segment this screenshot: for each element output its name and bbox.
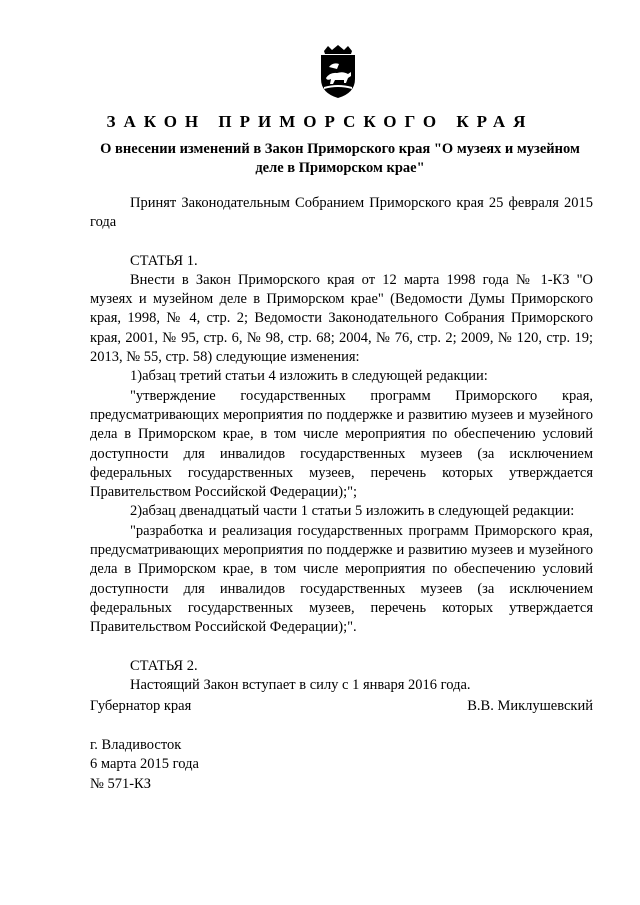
document-title: ЗАКОН ПРИМОРСКОГО КРАЯ (106, 112, 534, 131)
article-1-item-2-text: "разработка и реализация государственных программ Приморского края, предусматривающих мероприятия по поддержке и развитию музеев и музейного дела в Приморском крае, в том числе мероприятия по обеспечению условий доступности для инвалидов государственных музеев (за исключением федеральных государственных музеев, перечень которых утверждается Правительством Российской Федерации);". (90, 522, 593, 636)
subtitle-line-2: деле в Приморском крае" (255, 160, 425, 176)
subtitle-line-1: О внесении изменений в Закон Приморского края "О музеях и музейном (100, 141, 580, 157)
city: г. Владивосток (90, 737, 182, 753)
place-date-block (90, 736, 199, 794)
date: 6 марта 2015 года (90, 756, 199, 773)
article-2-text: Настоящий Закон вступает в силу с 1 января 2016 года. (130, 676, 471, 693)
document-subtitle (80, 140, 600, 178)
coat-of-arms-icon (315, 45, 361, 99)
document-body (90, 194, 593, 695)
article-1-intro: Внести в Закон Приморского края от 12 марта 1998 года № 1-КЗ "О музеях и музейном деле в Приморском крае" (Ведомости Думы Приморского края, 1998, № 4, стр. 2; Ведомости Законодательного Собрания Приморского края, 2001, № 95, стр. 6, № 98, стр. 68; 2004, № 76, стр. 2; 2009, № 120, стр. 19; 2013, № 55, стр. 58) следующие изменения: (90, 271, 593, 366)
article-2-heading: СТАТЬЯ 2. (130, 657, 198, 674)
signatory-name: В.В. Миклушевский (467, 698, 593, 714)
article-1-item-1: 1)абзац третий статьи 4 изложить в следующей редакции: (130, 368, 488, 385)
article-1-heading: СТАТЬЯ 1. (130, 252, 198, 269)
article-1-item-2: 2)абзац двенадцатый части 1 статьи 5 изложить в следующей редакции: (130, 503, 575, 520)
adoption-statement: Принят Законодательным Собранием Приморского края 25 февраля 2015 года (90, 195, 593, 231)
article-1-item-1-text: "утверждение государственных программ Приморского края, предусматривающих мероприятия по поддержке и развитию музеев и музейного дела в Приморском крае, в том числе мероприятия по обеспечению условий доступности для инвалидов государственных музеев (за исключением федеральных государственных музеев, перечень которых утверждается Правительством Российской Федерации);"; (90, 387, 593, 501)
signatory-position: Губернатор края (90, 698, 192, 714)
law-number: № 571-КЗ (90, 775, 151, 792)
